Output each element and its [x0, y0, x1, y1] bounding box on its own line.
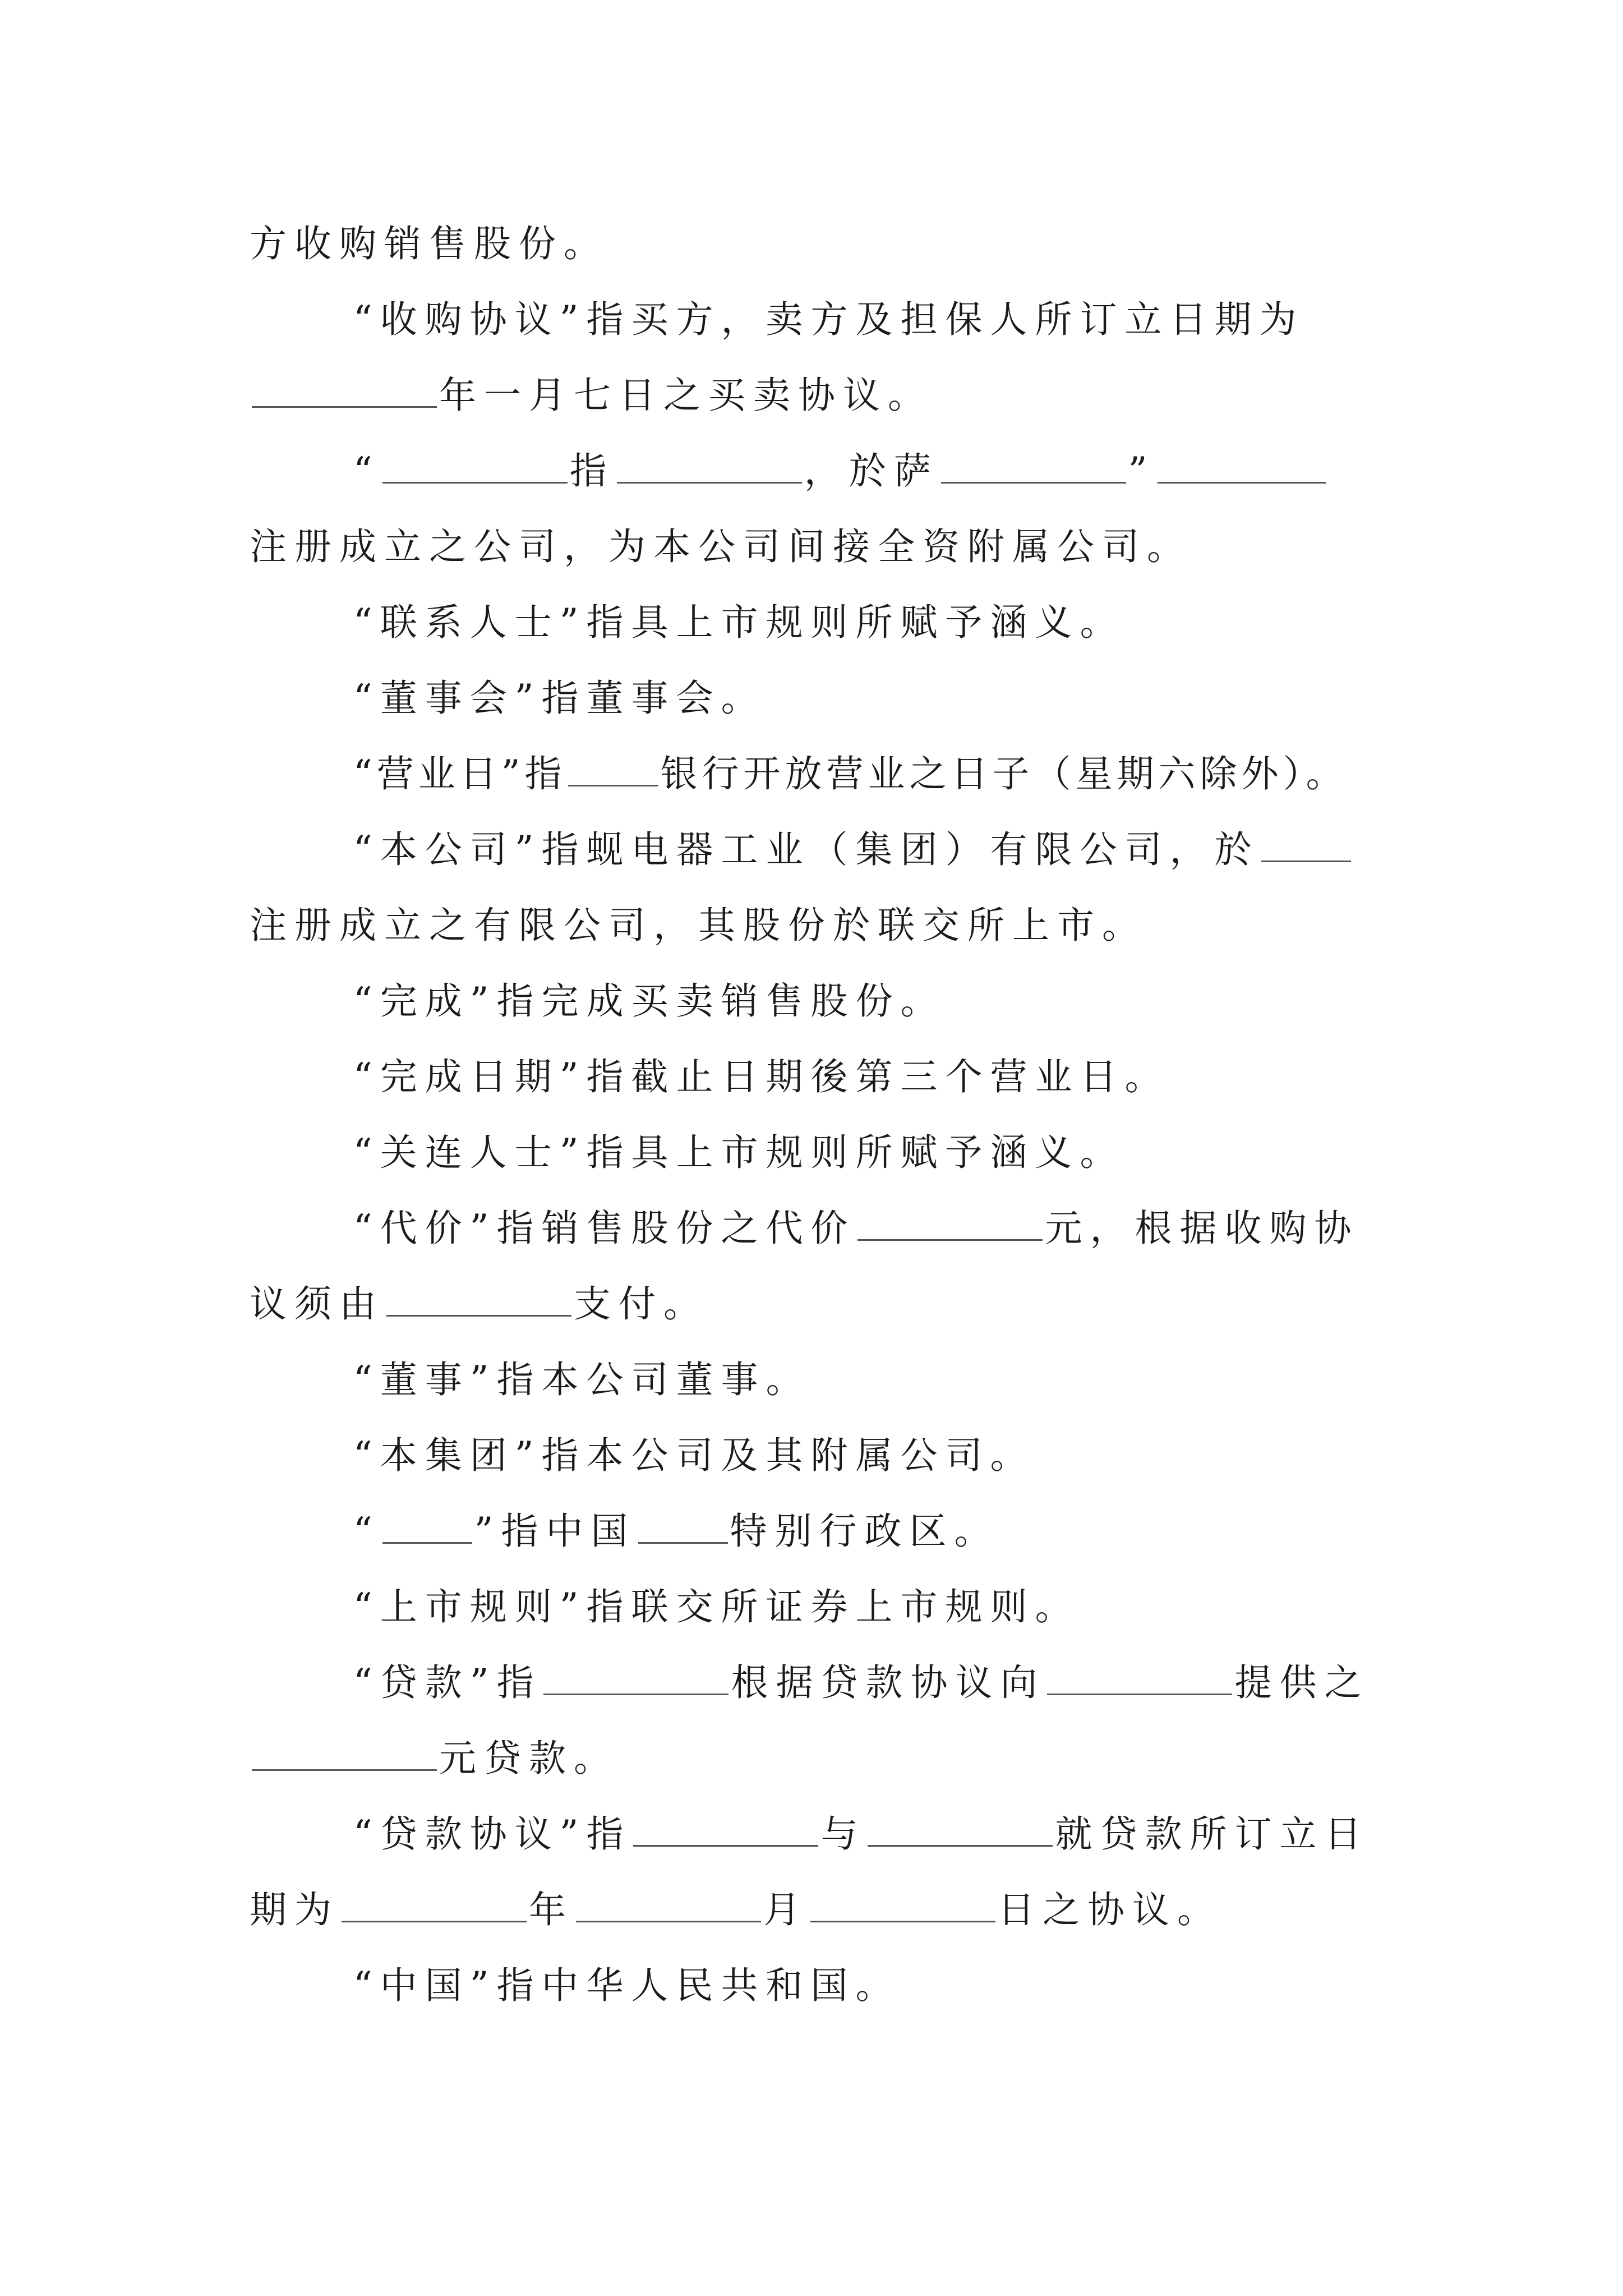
blank-field [1047, 1660, 1232, 1695]
line-text: “完成”指完成买卖销售股份。 [353, 979, 946, 1023]
blank-field [543, 1660, 728, 1695]
definition-prc [353, 1961, 900, 2011]
line-text: 银行开放营业之日子（星期六除外）。 [660, 752, 1348, 795]
line-text: 元贷款。 [439, 1737, 619, 1780]
line-text: “收购协议”指买方，卖方及担保人所订立日期为 [353, 298, 1304, 341]
definition-group [353, 1430, 1035, 1481]
definition-company [353, 825, 1353, 875]
line-text: “代价”指销售股份之代价 [353, 1207, 856, 1250]
text-line [250, 1885, 1222, 1935]
blank-field [617, 448, 802, 484]
line-text: “贷款”指 [353, 1661, 542, 1704]
line-text: “ [353, 1510, 380, 1553]
line-text: “上市规则”指联交所证券上市规则。 [353, 1585, 1080, 1628]
line-text: “营业日”指 [353, 752, 566, 795]
definition-completion-date [353, 1052, 1169, 1102]
text-line [250, 900, 1147, 951]
blank-field [342, 1887, 527, 1922]
definition-business-day [353, 749, 1347, 799]
definition-connected-person [353, 1128, 1124, 1178]
line-text: “关连人士”指具上市规则所赋予涵义。 [353, 1131, 1125, 1174]
text-line [250, 1279, 708, 1329]
line-text: “ [353, 449, 380, 493]
blank-field [576, 1887, 761, 1922]
blank-field [1261, 827, 1351, 862]
blank-field [638, 1508, 728, 1544]
line-text: “联系人士”指具上市规则所赋予涵义。 [353, 601, 1125, 644]
line-text: 根据贷款协议向 [731, 1661, 1045, 1704]
line-text: “贷款协议”指 [353, 1812, 631, 1856]
blank-field [252, 372, 437, 408]
text-line [250, 522, 1192, 572]
line-text: “本集团”指本公司及其附属公司。 [353, 1434, 1035, 1477]
line-text: “董事会”指董事会。 [353, 677, 766, 720]
definition-associate [353, 597, 1124, 648]
line-text: 支付。 [574, 1282, 708, 1326]
definition-completion [353, 976, 945, 1027]
line-text: 元，根据收购协 [1045, 1207, 1359, 1250]
blank-field [382, 448, 568, 484]
line-text: “完成日期”指截止日期後第三个营业日。 [353, 1055, 1170, 1098]
line-text: 月 [763, 1888, 808, 1931]
line-text: “本公司”指蚬电器工业（集团）有限公司，於 [353, 828, 1260, 871]
text-line [250, 219, 608, 269]
definition-board [353, 673, 766, 724]
definition-special-region [353, 1506, 999, 1557]
blank-field [868, 1811, 1053, 1847]
definition-acquisition-agreement [353, 295, 1304, 345]
line-text: “中国”指中华人民共和国。 [353, 1964, 901, 2007]
line-text: 指 [569, 449, 615, 493]
line-text: 方收购销售股份。 [250, 222, 608, 265]
blank-field [810, 1887, 995, 1922]
blank-field [386, 1281, 571, 1317]
line-text: 年一月七日之买卖协议。 [439, 374, 933, 417]
definition-directors [353, 1355, 810, 1405]
line-text: ”指中国 [474, 1510, 636, 1553]
blank-field [633, 1811, 818, 1847]
line-text: 年 [529, 1888, 574, 1931]
blank-field [941, 448, 1126, 484]
line-text: 注册成立之有限公司，其股份於联交所上市。 [250, 904, 1147, 947]
line-text: 提供之 [1234, 1661, 1370, 1704]
text-line [250, 370, 933, 421]
line-text: 特别行政区。 [730, 1510, 999, 1553]
definition-subsidiary [353, 446, 1328, 496]
line-text: ，於萨 [804, 449, 939, 493]
blank-field [382, 1508, 472, 1544]
line-text: 就贷款所订立日 [1055, 1812, 1370, 1856]
line-text: 日之协议。 [998, 1888, 1222, 1931]
line-text: 与 [820, 1812, 866, 1856]
definition-loan-agreement [353, 1809, 1369, 1860]
definition-listing-rules [353, 1582, 1080, 1632]
line-text: “董事”指本公司董事。 [353, 1358, 811, 1401]
blank-field [568, 751, 658, 786]
text-line [250, 1733, 619, 1784]
definition-consideration [353, 1203, 1359, 1254]
line-text: 期为 [250, 1888, 339, 1931]
line-text: 议须由 [250, 1282, 384, 1326]
line-text: 注册成立之公司，为本公司间接全资附属公司。 [250, 525, 1192, 568]
definition-loan [353, 1658, 1369, 1708]
blank-field [857, 1205, 1043, 1241]
line-text: ” [1128, 449, 1155, 493]
blank-field [252, 1736, 437, 1771]
blank-field [1158, 448, 1326, 484]
